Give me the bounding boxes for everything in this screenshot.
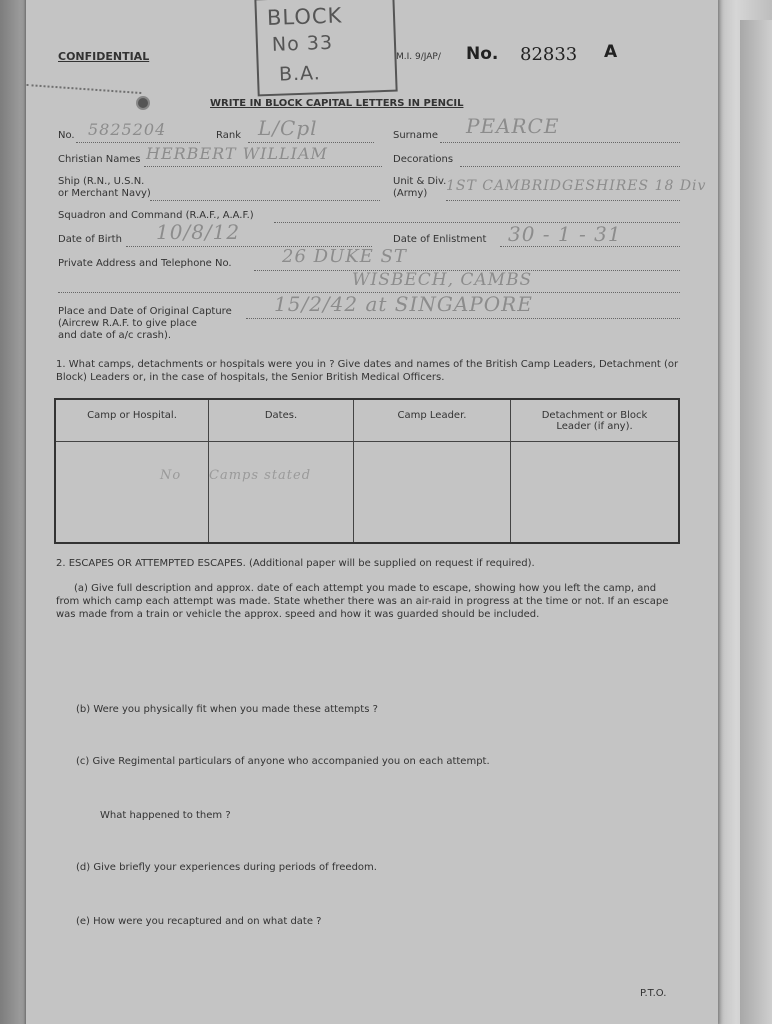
instruction-heading: WRITE IN BLOCK CAPITAL LETTERS IN PENCIL bbox=[210, 98, 464, 109]
dob-value: 10/8/12 bbox=[156, 220, 241, 244]
dob-label: Date of Birth bbox=[58, 234, 122, 245]
question-2b: (b) Were you physically fit when you made these attempts ? bbox=[76, 704, 378, 715]
stamp-line-1: BLOCK bbox=[266, 3, 343, 31]
tag-string bbox=[26, 84, 142, 106]
enlistment-value: 30 - 1 - 31 bbox=[508, 222, 622, 246]
question-2c-followup: What happened to them ? bbox=[100, 810, 231, 821]
no-label: No. bbox=[58, 130, 75, 141]
question-2c: (c) Give Regimental particulars of anyone who accompanied you on each attempt. bbox=[76, 756, 490, 767]
number-symbol: No. bbox=[466, 44, 499, 64]
unit-label-1: Unit & Div. bbox=[393, 176, 447, 187]
table-cell-camp bbox=[55, 442, 209, 544]
capture-label-1: Place and Date of Original Capture bbox=[58, 306, 232, 317]
table-cell-leader bbox=[354, 442, 511, 544]
capture-label-2: (Aircrew R.A.F. to give place bbox=[58, 318, 197, 329]
column-header-detachment-leader: Detachment or Block Leader (if any). bbox=[511, 399, 680, 442]
rank-line bbox=[248, 142, 374, 143]
unit-value: 1ST CAMBRIDGESHIRES 18 Div bbox=[446, 178, 707, 194]
underlying-page-edge bbox=[740, 20, 772, 1024]
column-header-camp-leader: Camp Leader. bbox=[354, 399, 511, 442]
table-header-row bbox=[55, 399, 679, 442]
christian-names-value: HERBERT WILLIAM bbox=[146, 144, 328, 163]
pto-label: P.T.O. bbox=[640, 988, 667, 999]
ship-label-1: Ship (R.N., U.S.N. bbox=[58, 176, 145, 187]
table-cell-dates bbox=[209, 442, 354, 544]
enlistment-line bbox=[500, 246, 680, 247]
address-value-2: WISBECH, CAMBS bbox=[352, 270, 533, 290]
ship-line bbox=[150, 200, 380, 201]
table-entry-1: No bbox=[160, 468, 182, 483]
capture-value: 15/2/42 at SINGAPORE bbox=[274, 292, 533, 316]
capture-line bbox=[246, 318, 680, 319]
question-1: 1. What camps, detachments or hospitals were you in ? Give dates and names of the British Camp Leaders, Detachment (or Block) Leaders or, in the case of hospitals, the Senior British Medical Officers. bbox=[56, 359, 679, 383]
table-entry-2: Camps stated bbox=[209, 468, 312, 483]
unit-label-2: (Army) bbox=[393, 188, 428, 199]
unit-line bbox=[446, 200, 680, 201]
christian-names-label: Christian Names bbox=[58, 154, 141, 165]
decorations-line bbox=[460, 166, 680, 167]
column-header-camp: Camp or Hospital. bbox=[55, 399, 209, 442]
question-2a: (a) Give full description and approx. date of each attempt you made to escape, showing how you left the camp, and from which camp each attempt was made. State whether there was an air-raid in progress at the time or not. If an escape was made from a train or vehicle the approx. speed and how it was guarded should be included. bbox=[56, 583, 669, 620]
ship-label-2: or Merchant Navy) bbox=[58, 188, 151, 199]
column-header-dates: Dates. bbox=[209, 399, 354, 442]
table-row bbox=[55, 442, 679, 544]
confidential-label: CONFIDENTIAL bbox=[58, 50, 150, 63]
capture-label-3: and date of a/c crash). bbox=[58, 330, 172, 341]
camps-table bbox=[54, 398, 680, 544]
enlistment-label: Date of Enlistment bbox=[393, 234, 487, 245]
form-number: 82833 bbox=[520, 44, 578, 65]
address-label: Private Address and Telephone No. bbox=[58, 258, 232, 269]
form-reference: M.I. 9/JAP/ bbox=[396, 52, 441, 62]
table-cell-detachment bbox=[511, 442, 680, 544]
christian-names-line bbox=[144, 166, 382, 167]
form-page bbox=[26, 0, 718, 1024]
question-2-title: 2. ESCAPES OR ATTEMPTED ESCAPES. (Additional paper will be supplied on request if required). bbox=[56, 558, 535, 569]
question-2d: (d) Give briefly your experiences during periods of freedom. bbox=[76, 862, 377, 873]
stamp-line-2: No 33 bbox=[271, 31, 334, 56]
form-suffix: A bbox=[604, 42, 618, 62]
block-stamp bbox=[254, 0, 397, 96]
squadron-label: Squadron and Command (R.A.F., A.A.F.) bbox=[58, 210, 254, 221]
no-line bbox=[76, 142, 200, 143]
address-value-1: 26 DUKE ST bbox=[282, 246, 407, 267]
decorations-label: Decorations bbox=[393, 154, 454, 165]
punch-hole bbox=[136, 96, 150, 110]
no-value: 5825204 bbox=[88, 120, 167, 139]
stamp-line-3: B.A. bbox=[278, 62, 322, 86]
rank-value: L/Cpl bbox=[258, 116, 318, 140]
surname-value: PEARCE bbox=[466, 114, 560, 138]
surname-line bbox=[440, 142, 680, 143]
surname-label: Surname bbox=[393, 130, 438, 141]
rank-label: Rank bbox=[216, 130, 241, 141]
question-2e: (e) How were you recaptured and on what date ? bbox=[76, 916, 322, 927]
